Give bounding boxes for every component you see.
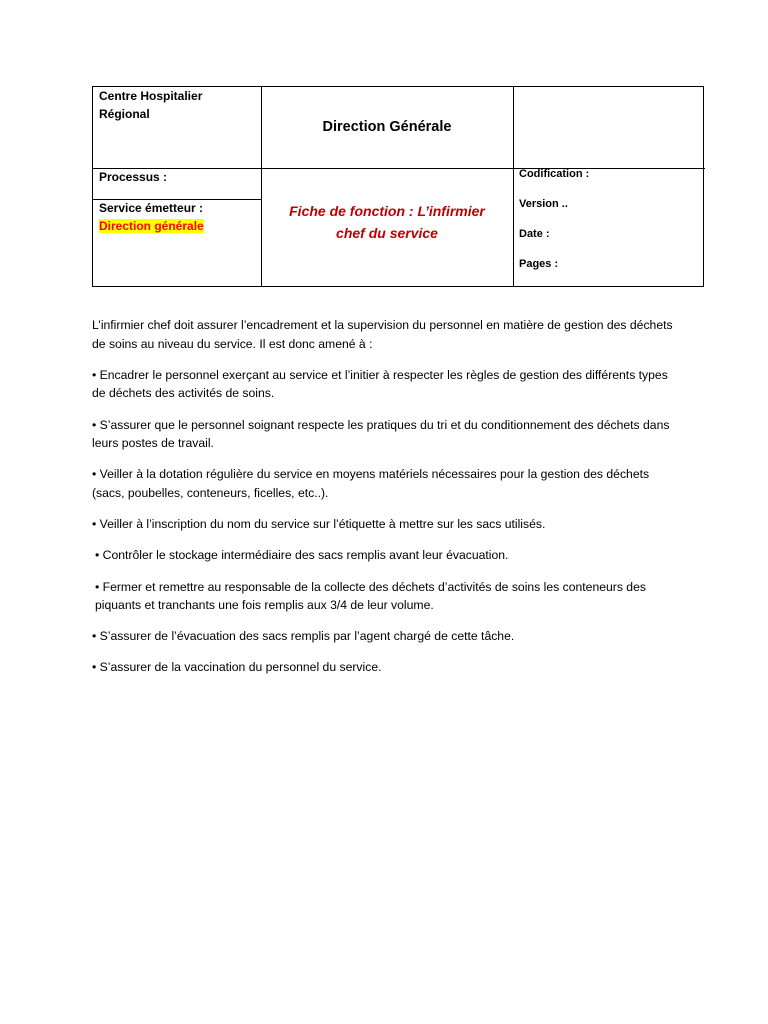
table-divider [513,87,514,286]
document-body [92,316,682,690]
service-value: Direction générale [99,219,204,233]
intro-paragraph: L’infirmier chef doit assurer l’encadrement et la supervision du personnel en matière de gestion des déchets de soins au niveau du service. Il est donc amené à : [92,318,673,351]
bullet-item: • Veiller à la dotation régulière du service en moyens matériels nécessaires pour la gestion des déchets (sacs, poubelles, conteneurs, ficelles, etc..). [92,467,650,500]
table-divider [261,87,262,286]
bullet-item: • Fermer et remettre au responsable de la collecte des déchets d’activités de soins les conteneurs des piquants et tranchants une fois remplis aux 3/4 de leur volume. [95,579,646,613]
org-name-line1: Centre Hospitalier [99,89,203,103]
fiche-title-line1: Fiche de fonction : L’infirmier [289,203,485,219]
header-table [92,86,704,287]
version-label: Version .. [519,198,568,210]
bullet-item: • S’assurer de la vaccination du personnel du service. [92,660,382,675]
fiche-title [261,200,513,244]
document-title: Direction Générale [322,119,452,135]
service-cell [99,199,204,235]
codification-label: Codification : [519,168,590,180]
date-label: Date : [519,228,550,240]
table-divider [93,168,705,169]
processus-label: Processus : [99,170,168,184]
bullet-item: • Veiller à l’inscription du nom du service sur l’étiquette à mettre sur les sacs utilisés. [92,517,546,532]
org-name [99,87,202,123]
bullet-item: • S’assurer de l’évacuation des sacs remplis par l’agent chargé de cette tâche. [92,629,515,644]
fiche-title-line2: chef du service [336,225,438,241]
bullet-item: • S’assurer que le personnel soignant respecte les pratiques du tri et du conditionnement des déchets dans leurs postes de travail. [92,417,670,451]
bullet-item: • Encadrer le personnel exerçant au service et l’initier à respecter les règles de gestion des différents types de déchets des activités de soins. [92,367,668,401]
org-name-line2: Régional [99,107,150,121]
bullet-item: • Contrôler le stockage intermédiaire des sacs remplis avant leur évacuation. [95,548,509,563]
pages-label: Pages : [519,258,559,270]
service-label: Service émetteur : [99,201,204,215]
